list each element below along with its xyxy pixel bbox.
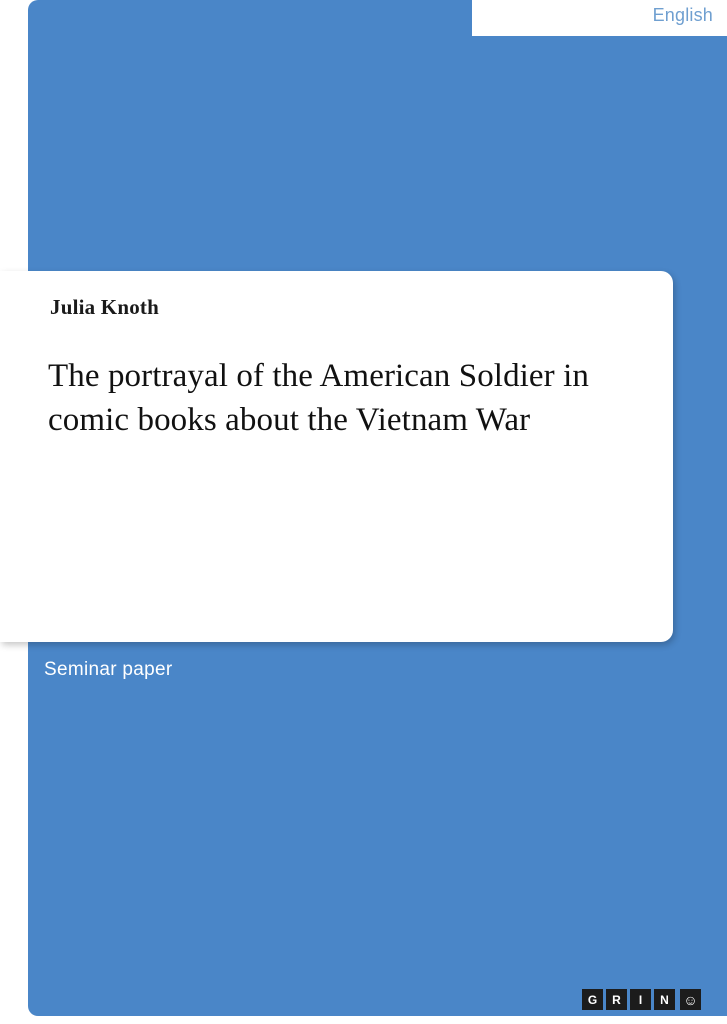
logo-letter-r: R — [606, 989, 627, 1010]
logo-letter-g: G — [582, 989, 603, 1010]
language-label: English — [652, 5, 713, 25]
title-card — [0, 271, 673, 642]
logo-letter-i: I — [630, 989, 651, 1010]
document-type-label: Seminar paper — [44, 659, 173, 680]
smiley-icon: ☺ — [680, 989, 701, 1010]
page-title: The portrayal of the American Soldier in comic books about the Vietnam War — [48, 358, 589, 438]
author-name: Julia Knoth — [50, 295, 159, 319]
grin-logo — [582, 989, 701, 1010]
logo-letter-n: N — [654, 989, 675, 1010]
